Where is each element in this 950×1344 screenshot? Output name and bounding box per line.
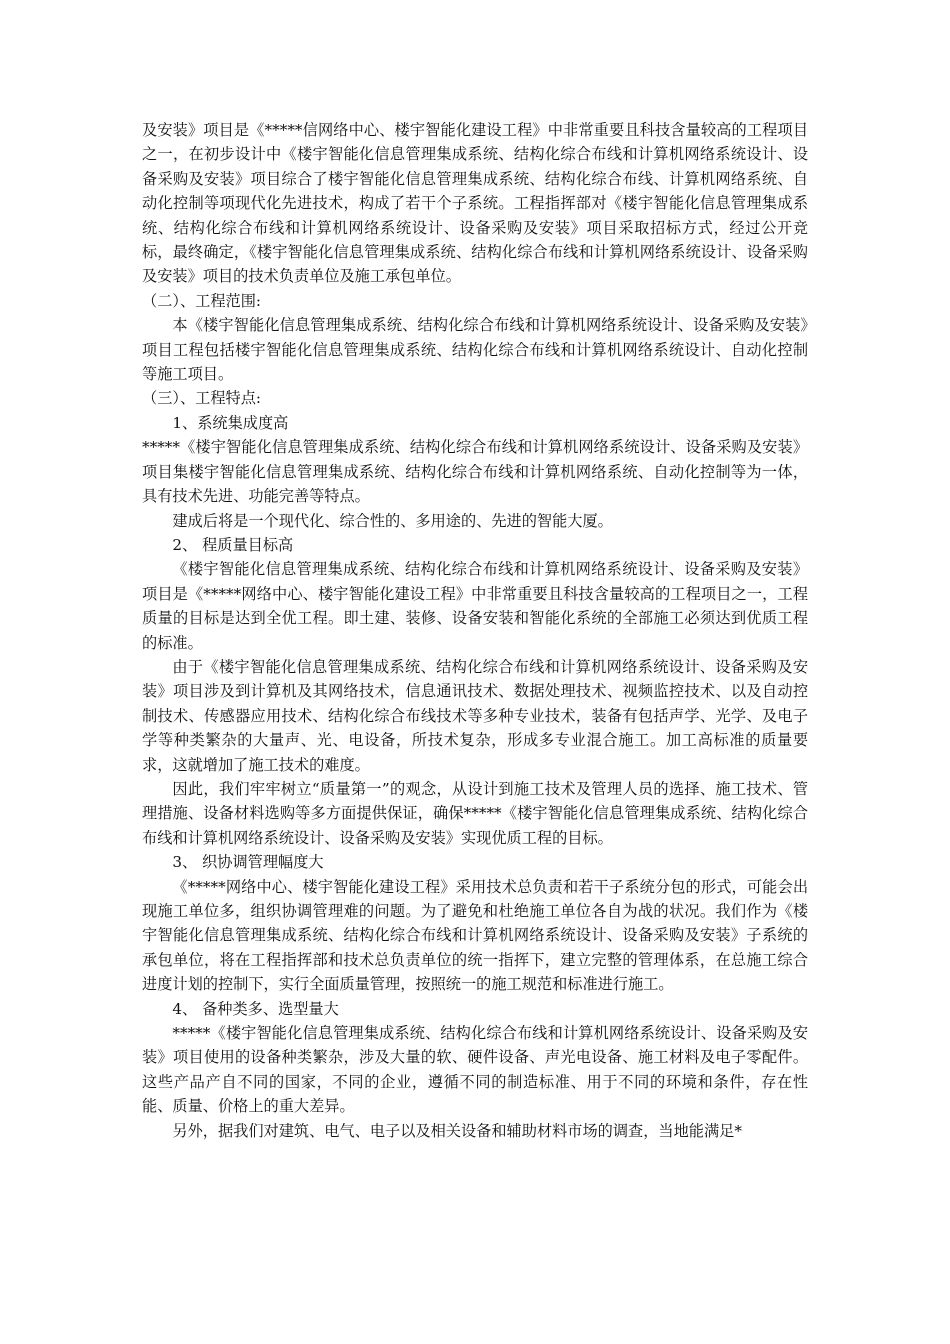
paragraph-technology: 由于《楼宇智能化信息管理集成系统、结构化综合布线和计算机网络系统设计、设备采购及安装》项目涉及到计算机及其网络技术，信息通讯技术、数据处理技术、视频监控技术、以及自动控制技术、传感器应用技术、结构化综合布线技术等多种专业技术，装备有包括声学、光学、及电子学等种类繁杂的大量声、光、电设备，所技术复杂，形成多专业混合施工。加工高标准的质量要求，这就增加了施工技术的难度。 [142,657,808,774]
subheading-quality: 2、 程质量目标高 [172,535,294,554]
paragraph-scope: 本《楼宇智能化信息管理集成系统、结构化综合布线和计算机网络系统设计、设备采购及安装》项目工程包括楼宇智能化信息管理集成系统、结构化综合布线和计算机网络系统设计、自动化控制等施工项目。 [142,316,808,384]
subheading-equipment: 4、 备种类多、选型量大 [172,999,339,1018]
section-heading-scope: （二）、工程范围: [142,291,262,310]
paragraph-coordination: 《*****网络中心、楼宇智能化建设工程》采用技术总负责和若干子系统分包的形式，可能会出现施工单位多，组织协调管理难的问题。为了避免和杜绝施工单位各自为战的状况。我们作为《楼宇智能化信息管理集成系统、结构化综合布线和计算机网络系统设计、设备采购及安装》子系统的承包单位，将在工程指挥部和技术总负责单位的统一指挥下，建立完整的管理体系，在总施工综合进度计划的控制下，实行全面质量管理，按照统一的施工规范和标准进行施工。 [142,877,808,994]
paragraph-market: 另外，据我们对建筑、电气、电子以及相关设备和辅助材料市场的调查，当地能满足* [172,1121,742,1140]
subheading-coordination: 3、 织协调管理幅度大 [172,853,324,872]
subheading-integration: 1、系统集成度高 [172,413,289,432]
paragraph-quality: 《楼宇智能化信息管理集成系统、结构化综合布线和计算机网络系统设计、设备采购及安装》项目是《*****网络中心、楼宇智能化建设工程》中非常重要且科技含量较高的工程项目之一，工程质量的目标是达到全优工程。即土建、装修、设备安装和智能化系统的全部施工必须达到优质工程的标准。 [142,560,808,652]
paragraph-therefore: 因此，我们牢牢树立“质量第一”的观念，从设计到施工技术及管理人员的选择、施工技术、管理措施、设备材料选购等多方面提供保证，确保*****《楼宇智能化信息管理集成系统、结构化综合布线和计算机网络系统设计、设备采购及安装》实现优质工程的目标。 [142,779,808,847]
section-heading-features: （三）、工程特点: [142,389,262,408]
paragraph-integration: *****《楼宇智能化信息管理集成系统、结构化综合布线和计算机网络系统设计、设备采购及安装》项目集楼宇智能化信息管理集成系统、结构化综合布线和计算机网络系统、自动化控制等为一体，具有技术先进、功能完善等特点。 [142,438,808,506]
paragraph-intro: 及安装》项目是《*****信网络中心、楼宇智能化建设工程》中非常重要且科技含量较高的工程项目之一，在初步设计中《楼宇智能化信息管理集成系统、结构化综合布线和计算机网络系统设计、设备采购及安装》项目综合了楼宇智能化信息管理集成系统、结构化综合布线、计算机网络系统、自动化控制等项现代化先进技术，构成了若干个子系统。工程指挥部对《楼宇智能化信息管理集成系统、结构化综合布线和计算机网络系统设计、设备采购及安装》项目采取招标方式，经过公开竞标，最终确定，《楼宇智能化信息管理集成系统、结构化综合布线和计算机网络系统设计、设备采购及安装》项目的技术负责单位及施工承包单位。 [142,121,808,286]
document-body [142,118,808,1143]
paragraph-equipment: *****《楼宇智能化信息管理集成系统、结构化综合布线和计算机网络系统设计、设备采购及安装》项目使用的设备种类繁杂，涉及大量的软、硬件设备、声光电设备、施工材料及电子零配件。这些产品产自不同的国家，不同的企业，遵循不同的制造标准、用于不同的环境和条件，存在性能、质量、价格上的重大差异。 [142,1024,808,1116]
paragraph-building: 建成后将是一个现代化、综合性的、多用途的、先进的智能大厦。 [172,511,613,530]
